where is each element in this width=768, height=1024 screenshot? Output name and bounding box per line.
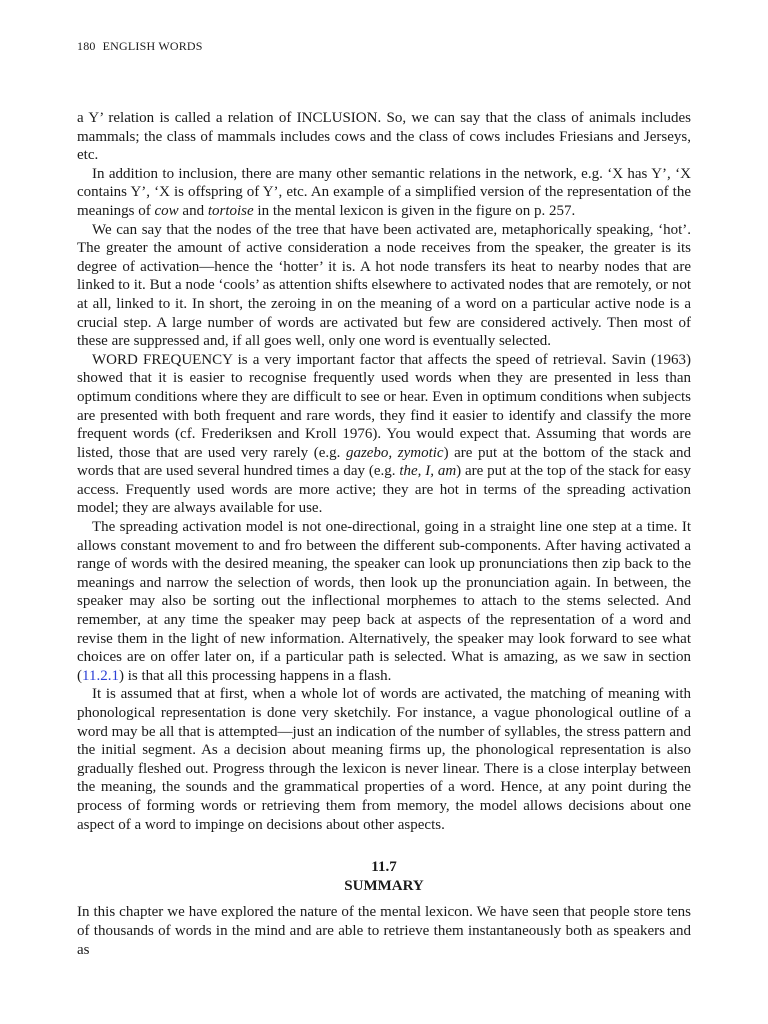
paragraph-word-frequency: [77, 351, 691, 518]
paragraph-semantic-relations: [77, 165, 691, 221]
p4-text-a: WORD FREQUENCY is a very important factor that affects the speed of retrieval. Savin (1963) showed that it is easier to recognise frequently used words when they are presented in less than optimum conditions where they are difficult to see or hear. Even in optimum conditions when subjects are presented with both frequent and rare words, they find it easier to identify and classify the more frequent words (cf. Frederiksen and Kroll 1976). You would expect that. Assuming that words are listed, those that are used very rarely (e.g.: [77, 351, 691, 461]
section-number: 11.7: [371, 859, 397, 876]
frequent-word-examples: the, I, am: [399, 463, 457, 480]
body-text: [77, 109, 691, 959]
rare-word-examples: gazebo, zymotic: [345, 444, 444, 461]
p4-text-c: ) are put at the top of the stack for easy access. Frequently used words are more active; they are hot in terms of the spreading activation model; they are always available for use.: [77, 463, 692, 517]
paragraph-summary: In this chapter we have explored the nature of the mental lexicon. We have seen that people store tens of thousands of words in the mind and are able to retrieve them instantaneously both as speakers and as: [77, 904, 691, 958]
term-tortoise: tortoise: [207, 202, 254, 219]
term-cow: cow: [154, 202, 179, 219]
running-title: ENGLISH WORDS: [102, 39, 203, 53]
paragraph-inclusion: a Y’ relation is called a relation of INCLUSION. So, we can say that the class of animals includes mammals; the class of mammals includes cows and the class of cows includes Friesians and Jerseys, etc.: [77, 110, 691, 164]
section-title: SUMMARY: [344, 877, 424, 894]
paragraph-hot-nodes: We can say that the nodes of the tree that have been activated are, metaphorically speaking, ‘hot’. The greater the amount of active consideration a node receives from the speaker, the greater is its degree of activation—hence the ‘hotter’ it is. A hot node transfers its heat to nearby nodes that are linked to it. But a node ‘cools’ as attention shifts elsewhere to activated nodes that are remotely, or not at all, linked to it. In short, the zeroing in on the meaning of a word on a particular active node is a crucial step. A large number of words are activated but few are considered actively. Then most of these are suppressed and, if all goes well, only one word is eventually selected.: [77, 221, 691, 350]
paragraph-spreading-activation: [77, 518, 691, 685]
section-heading: [77, 858, 691, 895]
p4-text-b: ) are put at the bottom of the stack and words that are used several hundred times a day (e.g.: [77, 444, 691, 480]
section-link-11-2-1[interactable]: 11.2.1: [82, 667, 119, 684]
page-number: 180: [77, 39, 96, 53]
paragraph-phonological-matching: It is assumed that at first, when a whole lot of words are activated, the matching of meaning with phonological representation is done very sketchily. For instance, a vague phonological outline of a word may be all that is attempted—just an indication of the number of syllables, the stress pattern and the initial segment. As a decision about meaning firms up, the phonological representation is also gradually fleshed out. Progress through the lexicon is never linear. There is a close interplay between the meaning, the sounds and the grammatical properties of a word. Hence, at any point during the process of forming words or retrieving them from memory, the model allows decisions about one aspect of a word to impinge on decisions about other aspects.: [77, 686, 691, 833]
p5-text-b: ) is that all this processing happens in a flash.: [118, 667, 392, 684]
running-header: [77, 39, 203, 54]
p2-text-b: in the mental lexicon is given in the figure on p. 257.: [253, 202, 576, 219]
p5-text-a: The spreading activation model is not one-directional, going in a straight line one step at a time. It allows constant movement to and fro between the different sub-components. After having activated a range of words with the desired meaning, the speaker can look up pronunciations then zip back to the meanings and narrow the selection of words, then look up the pronunciation again. In between, the speaker may also be sorting out the inflectional morphemes to attach to the stems selected. And remember, at any time the speaker may peep back at aspects of the representation of a word and revise them in the light of new information. Alternatively, the speaker may look forward to see what choices are on offer later on, if a particular path is selected. What is amazing, as we saw in section (: [77, 519, 691, 684]
p2-text-a: In addition to inclusion, there are many other semantic relations in the network, e.g. ‘X has Y’, ‘X contains Y’, ‘X is offspring of Y’, etc. An example of a simplified version of the representation of the meanings of: [77, 165, 691, 219]
p2-text-and: and: [178, 202, 208, 219]
